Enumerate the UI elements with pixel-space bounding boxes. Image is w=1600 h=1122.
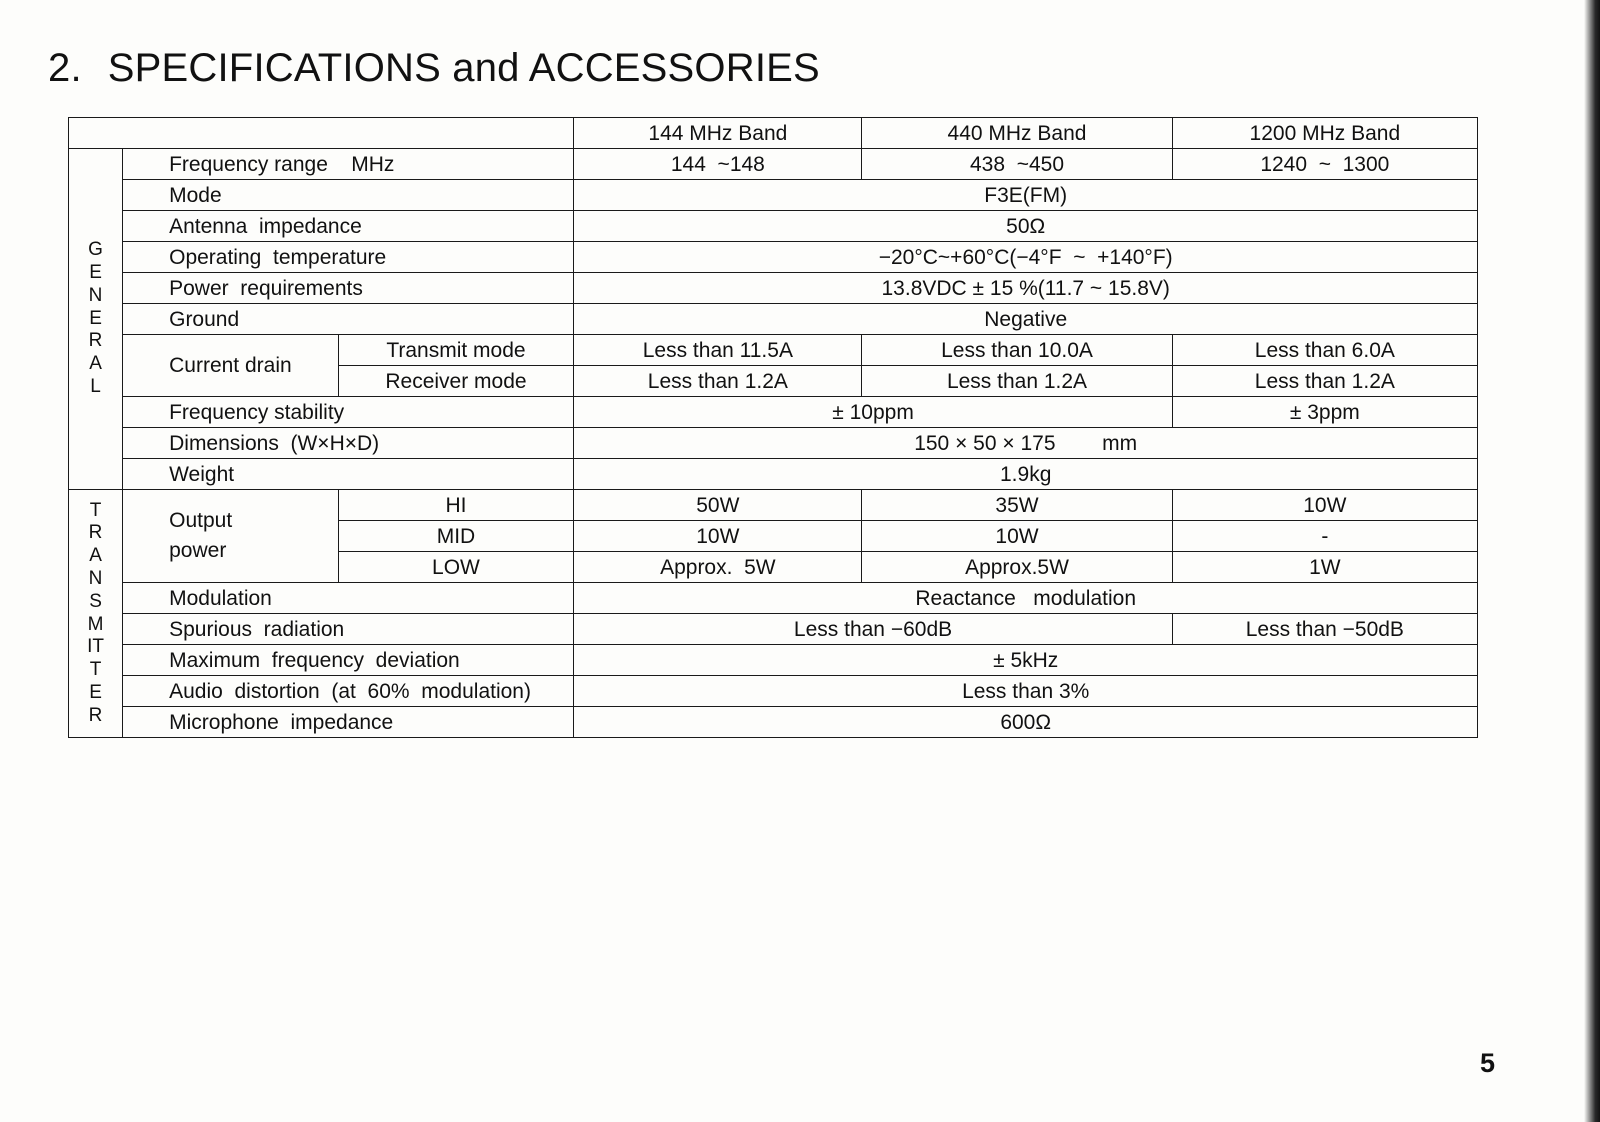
sub-label-hi: HI — [338, 490, 574, 521]
value-cell: 50W — [574, 490, 862, 521]
table-row — [69, 242, 1478, 273]
header-empty-cell — [69, 118, 574, 149]
table-row — [69, 335, 1478, 366]
table-row — [69, 490, 1478, 521]
sub-label-low: LOW — [338, 552, 574, 583]
value-cell: Less than 6.0A — [1172, 335, 1477, 366]
value-cell: 144 ~148 — [574, 149, 862, 180]
row-label-frequency-stability: Frequency stability — [123, 397, 574, 428]
value-cell: ± 10ppm — [574, 397, 1172, 428]
value-cell: Less than 3% — [574, 676, 1478, 707]
value-cell: 1W — [1172, 552, 1477, 583]
row-label-spurious-radiation: Spurious radiation — [123, 614, 574, 645]
value-cell: Less than 1.2A — [862, 366, 1172, 397]
row-label-modulation: Modulation — [123, 583, 574, 614]
table-row — [69, 583, 1478, 614]
row-label-power-requirements: Power requirements — [123, 273, 574, 304]
section-number: 2. — [48, 46, 82, 90]
value-cell: Approx. 5W — [574, 552, 862, 583]
value-cell: 10W — [1172, 490, 1477, 521]
transmitter-section-label: TRANSMITTER — [69, 490, 123, 738]
value-cell: 50Ω — [574, 211, 1478, 242]
row-label-ground: Ground — [123, 304, 574, 335]
table-row — [69, 397, 1478, 428]
row-label-antenna-impedance: Antenna impedance — [123, 211, 574, 242]
value-cell: Less than 1.2A — [574, 366, 862, 397]
value-cell: Approx.5W — [862, 552, 1172, 583]
page-title — [48, 46, 820, 91]
sub-label-transmit-mode: Transmit mode — [338, 335, 574, 366]
column-header-144: 144 MHz Band — [574, 118, 862, 149]
value-cell: Reactance modulation — [574, 583, 1478, 614]
row-label-output-power — [123, 490, 338, 583]
value-cell: 150 × 50 × 175 mm — [574, 428, 1478, 459]
value-cell: - — [1172, 521, 1477, 552]
sub-label-receiver-mode: Receiver mode — [338, 366, 574, 397]
row-label-weight: Weight — [123, 459, 574, 490]
header-row — [69, 118, 1478, 149]
table-row — [69, 459, 1478, 490]
value-cell: Negative — [574, 304, 1478, 335]
value-cell: 438 ~450 — [862, 149, 1172, 180]
row-label-audio-distortion: Audio distortion (at 60% modulation) — [123, 676, 574, 707]
value-cell: ± 3ppm — [1172, 397, 1477, 428]
row-label-mode: Mode — [123, 180, 574, 211]
value-cell: F3E(FM) — [574, 180, 1478, 211]
sub-label-mid: MID — [338, 521, 574, 552]
binding-edge-shadow — [1584, 0, 1600, 1122]
value-cell: 1240 ~ 1300 — [1172, 149, 1477, 180]
value-cell: 1.9kg — [574, 459, 1478, 490]
row-label-operating-temperature: Operating temperature — [123, 242, 574, 273]
table-row — [69, 707, 1478, 738]
value-cell: Less than 1.2A — [1172, 366, 1477, 397]
output-label-line1: Output — [169, 508, 233, 532]
row-label-frequency-range: Frequency range MHz — [123, 149, 574, 180]
table-row — [69, 273, 1478, 304]
output-label-line2: power — [169, 539, 227, 562]
specifications-table — [68, 117, 1478, 738]
table-row — [69, 304, 1478, 335]
value-cell: 600Ω — [574, 707, 1478, 738]
general-section-label: GENERAL — [69, 149, 123, 490]
column-header-440: 440 MHz Band — [862, 118, 1172, 149]
value-cell: Less than 11.5A — [574, 335, 862, 366]
table-row — [69, 614, 1478, 645]
table-row — [69, 211, 1478, 242]
section-title: SPECIFICATIONS and ACCESSORIES — [107, 46, 820, 90]
value-cell: −20°C~+60°C(−4°F ~ +140°F) — [574, 242, 1478, 273]
row-label-max-frequency-deviation: Maximum frequency deviation — [123, 645, 574, 676]
value-cell: Less than −60dB — [574, 614, 1172, 645]
value-cell: 35W — [862, 490, 1172, 521]
row-label-current-drain: Current drain — [123, 335, 338, 397]
value-cell: Less than −50dB — [1172, 614, 1477, 645]
table-row — [69, 676, 1478, 707]
table-row — [69, 180, 1478, 211]
row-label-microphone-impedance: Microphone impedance — [123, 707, 574, 738]
column-header-1200: 1200 MHz Band — [1172, 118, 1477, 149]
page-number: 5 — [1480, 1048, 1496, 1078]
value-cell: Less than 10.0A — [862, 335, 1172, 366]
row-label-dimensions: Dimensions (W×H×D) — [123, 428, 574, 459]
value-cell: ± 5kHz — [574, 645, 1478, 676]
value-cell: 13.8VDC ± 15 %(11.7 ~ 15.8V) — [574, 273, 1478, 304]
table-row — [69, 149, 1478, 180]
value-cell: 10W — [862, 521, 1172, 552]
table-row — [69, 645, 1478, 676]
table-row — [69, 428, 1478, 459]
value-cell: 10W — [574, 521, 862, 552]
